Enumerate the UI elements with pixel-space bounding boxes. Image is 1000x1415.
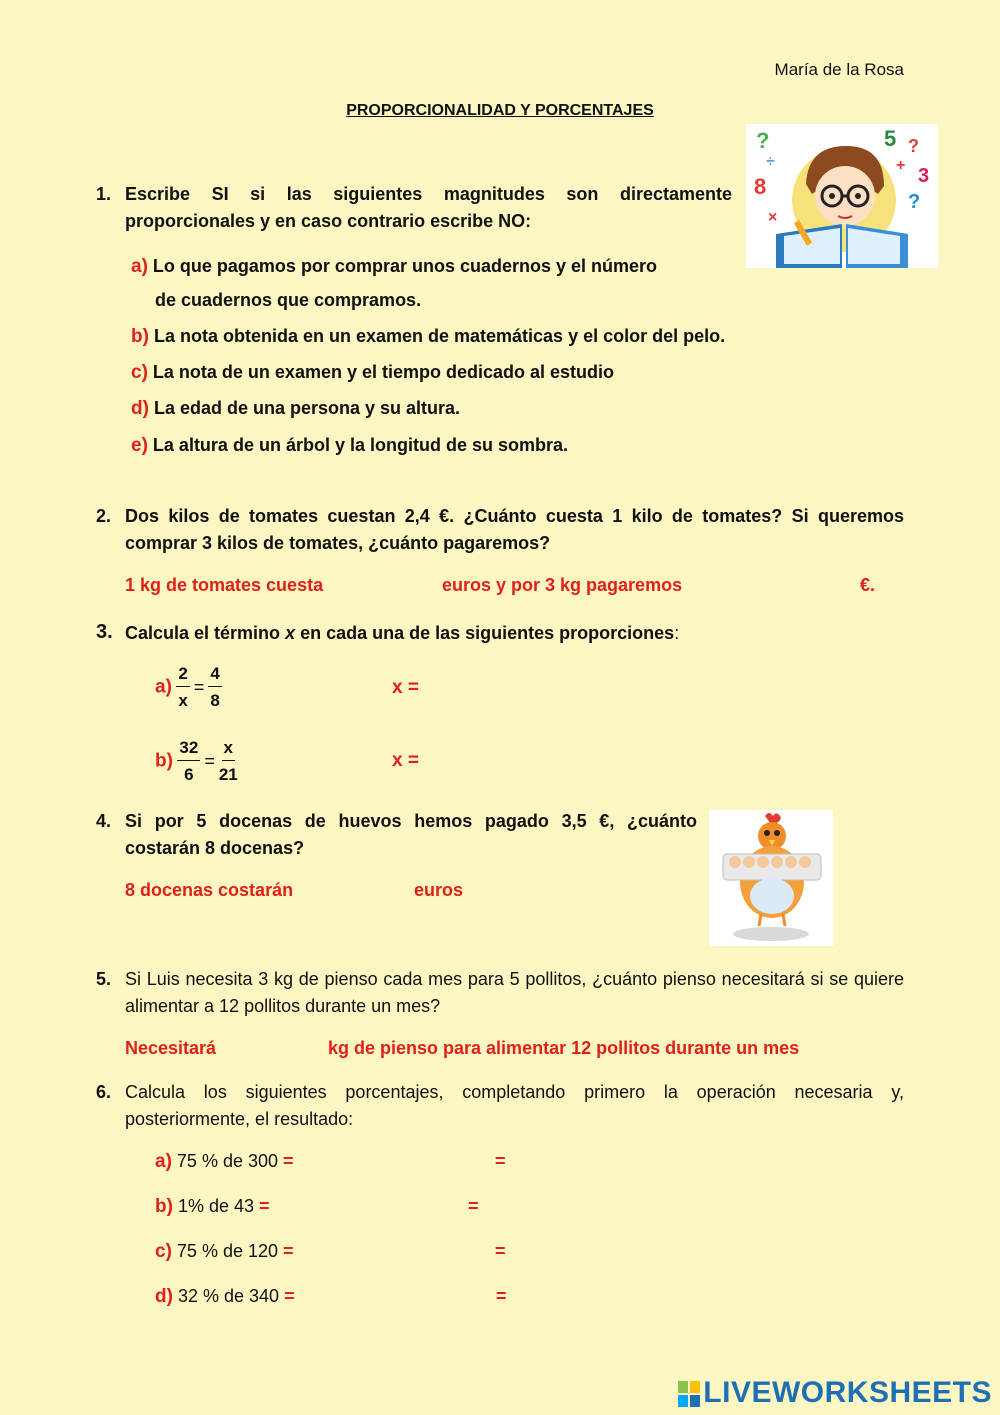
option-letter: a) bbox=[131, 256, 148, 277]
author-name: María de la Rosa bbox=[774, 60, 904, 79]
question-2-text: Dos kilos de tomates cuestan 2,4 €. ¿Cuánto cuesta 1 kilo de tomates? Si queremos comprar 3 kilos de tomates, ¿cuánto pagaremos? bbox=[125, 506, 904, 553]
percentage-b-result bbox=[468, 1196, 479, 1217]
proportion-a bbox=[155, 664, 222, 711]
question-5-text: Si Luis necesita 3 kg de pienso cada mes para 5 pollitos, ¿cuánto pienso necesitará si se quiere alimentar a 12 pollitos durante un mes? bbox=[125, 969, 904, 1016]
option-letter: a) bbox=[155, 676, 172, 698]
question-6-number: 6. bbox=[96, 1082, 112, 1102]
question-3-text-before: Calcula el término bbox=[125, 623, 286, 643]
svg-text:8: 8 bbox=[754, 174, 767, 199]
question-4-number: 4. bbox=[96, 811, 112, 831]
question-1-item-c bbox=[131, 362, 614, 384]
numerator: 2 bbox=[176, 664, 189, 687]
percentage-a-result bbox=[495, 1151, 506, 1172]
question-4-answer-part2: euros bbox=[414, 880, 464, 900]
numerator: 4 bbox=[208, 664, 221, 687]
question-3-number: 3. bbox=[96, 621, 113, 643]
percentage-text: 75 % de 120 bbox=[176, 1241, 279, 1261]
logo-text: LIVEWORKSHEETS bbox=[703, 1376, 992, 1409]
equals-sign: = bbox=[259, 1196, 270, 1216]
question-3-colon: : bbox=[674, 623, 680, 643]
option-text: La nota de un examen y el tiempo dedicado al estudio bbox=[152, 362, 615, 382]
question-5-answer-part1: Necesitará bbox=[125, 1038, 217, 1058]
svg-text:+: + bbox=[896, 157, 906, 174]
question-5-number: 5. bbox=[96, 969, 112, 989]
denominator: 8 bbox=[210, 691, 220, 710]
fraction-left bbox=[177, 738, 200, 785]
question-6-text: Calcula los siguientes porcentajes, completando primero la operación necesaria y, posteriormente, el resultado: bbox=[125, 1082, 904, 1129]
numerator: x bbox=[222, 738, 235, 761]
question-1-item-d bbox=[131, 398, 460, 420]
option-letter: d) bbox=[155, 1286, 173, 1307]
question-4-answer-part1: 8 docenas costarán bbox=[125, 880, 294, 900]
svg-text:÷: ÷ bbox=[766, 153, 775, 170]
denominator: 6 bbox=[184, 765, 194, 784]
percentage-text: 32 % de 340 bbox=[177, 1286, 280, 1306]
percentage-text: 75 % de 300 bbox=[176, 1151, 279, 1171]
option-letter: e) bbox=[131, 435, 148, 456]
option-letter: a) bbox=[155, 1151, 172, 1172]
question-4-text: Si por 5 docenas de huevos hemos pagado 3,5 €, ¿cuánto costarán 8 docenas? bbox=[125, 811, 697, 858]
question-2-answer-part3: €. bbox=[860, 575, 876, 595]
equals-sign: = bbox=[495, 1241, 506, 1261]
svg-text:5: 5 bbox=[884, 126, 897, 151]
question-1-item-a bbox=[131, 256, 657, 278]
percentage-a bbox=[155, 1151, 294, 1173]
question-3-text-after: en cada una de las siguientes proporciones bbox=[295, 623, 675, 643]
numerator: 32 bbox=[177, 738, 200, 761]
option-letter: b) bbox=[131, 326, 149, 347]
percentage-b bbox=[155, 1196, 270, 1218]
option-letter: b) bbox=[155, 1196, 173, 1217]
svg-text:?: ? bbox=[756, 128, 770, 153]
option-text: La edad de una persona y su altura. bbox=[153, 398, 461, 418]
option-letter: d) bbox=[131, 398, 149, 419]
percentage-c bbox=[155, 1241, 294, 1263]
question-1-text: Escribe SI si las siguientes magnitudes son directamente proporcionales y en caso contrario escribe NO: bbox=[125, 184, 732, 231]
denominator: 21 bbox=[218, 765, 238, 784]
percentage-c-result bbox=[495, 1241, 506, 1262]
equals-sign: = bbox=[284, 1286, 295, 1306]
question-2-number: 2. bbox=[96, 506, 112, 526]
fraction-right bbox=[208, 664, 221, 711]
liveworksheets-logo[interactable] bbox=[678, 1376, 992, 1410]
question-1-item-b bbox=[131, 326, 725, 348]
equals-sign: = bbox=[496, 1286, 507, 1306]
fraction-right bbox=[219, 738, 238, 785]
option-text: La altura de un árbol y la longitud de su sombra. bbox=[152, 435, 568, 455]
denominator: x bbox=[178, 691, 188, 710]
proportion-b bbox=[155, 738, 238, 785]
question-2-answer-part1: 1 kg de tomates cuesta bbox=[125, 575, 324, 595]
option-letter: b) bbox=[155, 750, 173, 772]
option-text: La nota obtenida en un examen de matemáticas y el color del pelo. bbox=[153, 326, 726, 346]
liveworksheets-icon bbox=[678, 1381, 700, 1407]
svg-text:?: ? bbox=[908, 191, 921, 213]
percentage-d-result bbox=[496, 1286, 507, 1307]
question-1-item-e bbox=[131, 435, 568, 457]
student-illustration bbox=[746, 124, 938, 268]
svg-text:?: ? bbox=[908, 136, 919, 156]
question-2-answer-part2: euros y por 3 kg pagaremos bbox=[442, 575, 683, 595]
option-text: Lo que pagamos por comprar unos cuadernos y el número bbox=[152, 256, 658, 276]
equals-sign: = bbox=[193, 677, 205, 697]
fraction-left bbox=[176, 664, 189, 711]
proportion-b-answer: x = bbox=[392, 750, 419, 771]
percentage-d bbox=[155, 1286, 295, 1308]
option-letter: c) bbox=[131, 362, 148, 383]
percentage-text: 1% de 43 bbox=[177, 1196, 255, 1216]
option-letter: c) bbox=[155, 1241, 172, 1262]
equals-sign: = bbox=[204, 751, 215, 771]
equals-sign: = bbox=[495, 1151, 506, 1171]
variable-x: x bbox=[285, 623, 296, 643]
svg-text:×: × bbox=[768, 209, 778, 226]
equals-sign: = bbox=[283, 1241, 294, 1261]
equals-sign: = bbox=[468, 1196, 479, 1216]
question-5-answer-part2: kg de pienso para alimentar 12 pollitos durante un mes bbox=[328, 1038, 800, 1058]
hen-with-eggs-illustration bbox=[709, 810, 833, 946]
page-title: PROPORCIONALIDAD Y PORCENTAJES bbox=[346, 102, 654, 119]
question-1-number: 1. bbox=[96, 184, 112, 204]
question-3-text bbox=[125, 620, 905, 647]
proportion-a-answer: x = bbox=[392, 677, 419, 698]
question-1-item-a-continuation: de cuadernos que compramos. bbox=[155, 290, 422, 310]
svg-text:3: 3 bbox=[918, 165, 930, 187]
equals-sign: = bbox=[283, 1151, 294, 1171]
